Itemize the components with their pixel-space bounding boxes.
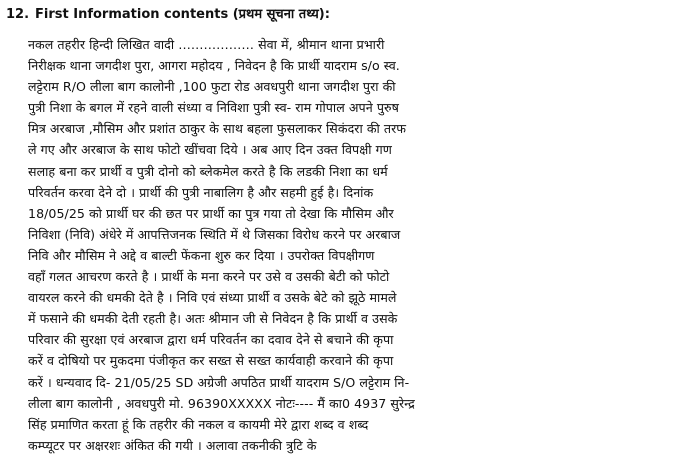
fir-text-line: परिवार की सुरक्षा एवं अरबाज द्वारा धर्म परिवर्तन का दवाव देने से बचाने की कृपा xyxy=(28,332,394,348)
section-title: First Information contents (प्रथम सूचना तथ्य): xyxy=(35,7,330,22)
section-number: 12. xyxy=(6,7,30,22)
fir-text-line: कम्प्यूटर पर अक्षरशः अंकित की गयी । अलावा तकनीकी त्रुटि के xyxy=(28,437,317,453)
fir-text-line: वायरल करने की धमकी देते है । निवि एवं संध्या प्रार्थी व उसके बेटे को झूठे मामले xyxy=(28,290,397,306)
fir-text-line: परिवर्तन करवा देने दो । प्रार्थी की पुत्री नाबालिग है और सहमी हुई है। दिनांक xyxy=(28,184,374,200)
fir-text-line: करें । धन्यवाद दि- 21/05/25 SD अग्रेजी अपठित प्रार्थी यादराम S/O लट्टेराम नि- xyxy=(28,374,410,390)
fir-text-line: निविशा (निवि) अंधेरे में आपत्तिजनक स्थिति में थे जिसका विरोध करने पर अरबाज xyxy=(28,226,401,242)
fir-text-line: लीला बाग कालोनी , अवधपुरी मो. 96390XXXXX नोटः---- मैं का0 4937 सुरेन्द्र xyxy=(28,395,415,411)
fir-text-line: पुत्री निशा के बगल में रहने वाली संध्या व निविशा पुत्री स्व- राम गोपाल अपने पुरुष xyxy=(28,100,399,116)
fir-text-line: मित्र अरबाज ,मौसिम और प्रशांत ठाकुर के साथ बहला फुसलाकर सिकंदरा की तरफ xyxy=(28,121,407,137)
fir-text-line: वहाँ गलत आचरण करते है । प्रार्थी के मना करने पर उसे व उसकी बेटी को फोटो xyxy=(28,269,390,285)
fir-text-line: निरीक्षक थाना जगदीश पुरा, आगरा महोदय , निवेदन है कि प्रार्थी यादराम s/o स्व. xyxy=(28,58,400,74)
fir-text-line: सिंह प्रमाणित करता हूं कि तहरीर की नकल व कायमी मेरे द्वारा शब्द व शब्द xyxy=(28,416,369,432)
fir-text-line: नकल तहरीर हिन्दी लिखित वादी ……………… सेवा में, श्रीमान थाना प्रभारी xyxy=(28,37,385,52)
fir-text-line: में फसाने की धमकी देती रहती है। अतः श्रीमान जी से निवेदन है कि प्रार्थी व उसके xyxy=(28,311,398,327)
section-heading xyxy=(6,4,330,22)
fir-text-line: 18/05/25 को प्रार्थी घर की छत पर प्रार्थी का पुत्र गया तो देखा कि मौसिम और xyxy=(28,205,394,221)
fir-text-line: निवि और मौसिम ने अद्दे व बाल्टी फेंकना शुरु कर दिया । उपरोक्त विपक्षीगण xyxy=(28,247,375,263)
fir-text-line: लट्टेराम R/O लीला बाग कालोनी ,100 फुटा रोड अवधपुरी थाना जगदीश पुरा की xyxy=(28,79,396,95)
fir-text-line: करें व दोषियो पर मुकदमा पंजीकृत कर सख्त से सख्त कार्यवाही करवाने की कृपा xyxy=(28,353,394,369)
fir-body-text xyxy=(28,34,692,456)
fir-text-line: सलाह बना कर प्रार्थी व पुत्री दोनो को ब्लेकमेल करते है कि लडकी निशा का धर्म xyxy=(28,163,388,179)
fir-text-line: ले गए और अरबाज के साथ फोटो खींचवा दिये । अब आए दिन उक्त विपक्षी गण xyxy=(28,142,392,158)
